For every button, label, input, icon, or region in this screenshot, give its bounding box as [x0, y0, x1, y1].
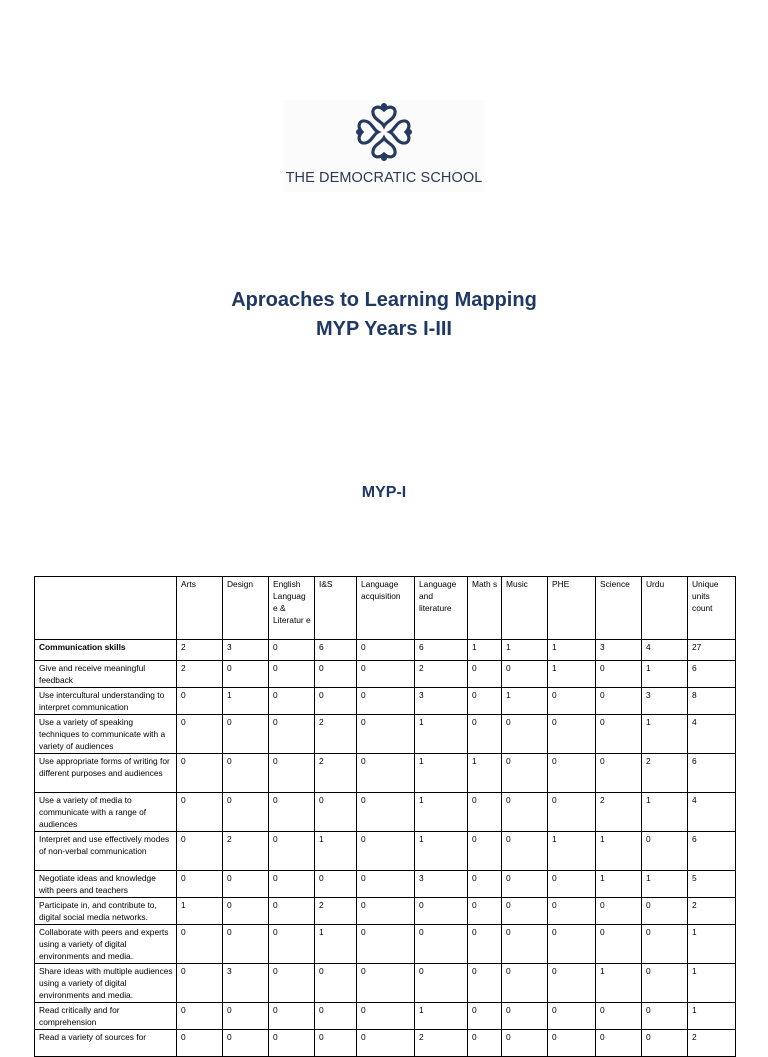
table-row-category [35, 640, 736, 661]
table-cell: 8 [688, 688, 736, 715]
skill-label: Communication skills [35, 640, 177, 661]
skill-label: Share ideas with multiple audiences using a variety of digital environments and media. [35, 964, 177, 1003]
table-cell: 0 [502, 832, 548, 871]
skill-label: Read a variety of sources for [35, 1030, 177, 1057]
table-cell: 0 [468, 1003, 502, 1030]
header-cell: I&S [315, 577, 357, 640]
table-cell: 1 [415, 715, 468, 754]
table-cell: 0 [315, 964, 357, 1003]
table-cell: 0 [269, 832, 315, 871]
table-cell: 1 [688, 925, 736, 964]
section-heading: MYP-I [361, 484, 407, 501]
table-cell: 0 [548, 1003, 596, 1030]
table-cell: 0 [357, 1030, 415, 1057]
table-cell: 0 [502, 661, 548, 688]
table-cell: 0 [596, 661, 642, 688]
table-cell: 0 [468, 898, 502, 925]
table-cell: 0 [177, 688, 223, 715]
table-cell: 3 [596, 640, 642, 661]
table-cell: 0 [357, 898, 415, 925]
table-cell: 0 [548, 793, 596, 832]
header-cell-skill [35, 577, 177, 640]
table-cell: 0 [502, 1003, 548, 1030]
table-cell: 0 [269, 871, 315, 898]
table-cell: 1 [415, 1003, 468, 1030]
table-cell: 0 [269, 964, 315, 1003]
table-cell: 0 [596, 688, 642, 715]
table-cell: 0 [177, 964, 223, 1003]
table-cell: 3 [223, 964, 269, 1003]
table-cell: 1 [548, 640, 596, 661]
table-cell: 0 [415, 925, 468, 964]
table-cell: 1 [596, 832, 642, 871]
table-cell: 6 [315, 640, 357, 661]
table-cell: 0 [269, 715, 315, 754]
table-cell: 0 [357, 754, 415, 793]
table-cell: 0 [357, 832, 415, 871]
header-cell: PHE [548, 577, 596, 640]
table-cell: 0 [223, 871, 269, 898]
table-cell: 0 [415, 964, 468, 1003]
table-cell: 3 [415, 688, 468, 715]
table-cell: 1 [642, 661, 688, 688]
table-cell: 2 [415, 1030, 468, 1057]
table-cell: 1 [596, 871, 642, 898]
table-cell: 0 [269, 640, 315, 661]
table-cell: 0 [269, 661, 315, 688]
table-cell: 1 [315, 832, 357, 871]
table-cell: 0 [548, 754, 596, 793]
table-cell: 0 [177, 832, 223, 871]
header-cell: Arts [177, 577, 223, 640]
table-cell: 0 [269, 1003, 315, 1030]
table-cell: 1 [177, 898, 223, 925]
table-cell: 0 [548, 1030, 596, 1057]
table-cell: 2 [315, 754, 357, 793]
table-cell: 0 [223, 898, 269, 925]
table-row [35, 832, 736, 871]
table-cell: 1 [415, 754, 468, 793]
table-cell: 0 [223, 793, 269, 832]
table-cell: 1 [315, 925, 357, 964]
skill-label: Read critically and for comprehension [35, 1003, 177, 1030]
header-cell: English Languag e & Literatur e [269, 577, 315, 640]
table-cell: 1 [502, 640, 548, 661]
table-cell: 3 [223, 640, 269, 661]
table-cell: 0 [468, 688, 502, 715]
table-cell: 0 [315, 688, 357, 715]
table-cell: 0 [468, 1030, 502, 1057]
table-cell: 6 [688, 754, 736, 793]
table-row [35, 1030, 736, 1057]
table-header-row [35, 577, 736, 640]
table-cell: 0 [269, 925, 315, 964]
table-cell: 0 [177, 793, 223, 832]
table-cell: 0 [315, 661, 357, 688]
table-cell: 0 [596, 754, 642, 793]
table-cell: 2 [688, 898, 736, 925]
table-cell: 0 [642, 925, 688, 964]
table-cell: 2 [315, 898, 357, 925]
table-cell: 5 [688, 871, 736, 898]
table-cell: 0 [315, 871, 357, 898]
table-cell: 0 [548, 688, 596, 715]
document-subtitle: MYP Years I-III [315, 318, 452, 340]
table-cell: 0 [177, 754, 223, 793]
table-cell: 4 [642, 640, 688, 661]
table-cell: 0 [596, 898, 642, 925]
table-cell: 0 [596, 715, 642, 754]
header-cell: Design [223, 577, 269, 640]
table-cell: 0 [468, 871, 502, 898]
header-cell: Language acquisition [357, 577, 415, 640]
table-cell: 4 [688, 793, 736, 832]
table-cell: 0 [548, 715, 596, 754]
table-cell: 0 [357, 640, 415, 661]
table-cell: 2 [177, 640, 223, 661]
table-cell: 0 [177, 871, 223, 898]
table-cell: 0 [642, 832, 688, 871]
table-cell: 6 [688, 661, 736, 688]
table-cell: 0 [596, 925, 642, 964]
skill-label: Give and receive meaningful feedback [35, 661, 177, 688]
table-cell: 1 [468, 754, 502, 793]
table-cell: 0 [269, 754, 315, 793]
table-cell: 0 [357, 925, 415, 964]
table-cell: 2 [688, 1030, 736, 1057]
table-cell: 6 [415, 640, 468, 661]
table-cell: 0 [357, 793, 415, 832]
table-cell: 1 [223, 688, 269, 715]
table-cell: 0 [548, 964, 596, 1003]
table-cell: 1 [468, 640, 502, 661]
header-cell: Math s [468, 577, 502, 640]
table-cell: 1 [596, 964, 642, 1003]
school-logo [284, 100, 484, 192]
table-row [35, 661, 736, 688]
table-cell: 0 [315, 1003, 357, 1030]
table-row [35, 1003, 736, 1030]
table-cell: 3 [642, 688, 688, 715]
table-cell: 0 [502, 871, 548, 898]
table-cell: 2 [642, 754, 688, 793]
table-cell: 1 [548, 661, 596, 688]
table-cell: 0 [357, 1003, 415, 1030]
table-cell: 0 [223, 1003, 269, 1030]
table-cell: 1 [415, 832, 468, 871]
skill-label: Participate in, and contribute to, digital social media networks. [35, 898, 177, 925]
table-row [35, 715, 736, 754]
table-cell: 0 [269, 688, 315, 715]
table-cell: 0 [357, 715, 415, 754]
table-cell: 0 [357, 871, 415, 898]
table-cell: 0 [596, 1030, 642, 1057]
table-cell: 0 [223, 661, 269, 688]
school-name: THE DEMOCRATIC SCHOOL [285, 170, 483, 186]
table-cell: 0 [502, 898, 548, 925]
table-cell: 0 [223, 925, 269, 964]
table-cell: 3 [415, 871, 468, 898]
table-cell: 0 [223, 715, 269, 754]
table-cell: 0 [415, 898, 468, 925]
atl-mapping-table [34, 576, 736, 1057]
table-cell: 1 [502, 688, 548, 715]
table-cell: 1 [688, 1003, 736, 1030]
table-cell: 0 [269, 793, 315, 832]
table-cell: 0 [642, 1003, 688, 1030]
table-cell: 4 [688, 715, 736, 754]
table-cell: 0 [548, 871, 596, 898]
skill-label: Use appropriate forms of writing for different purposes and audiences [35, 754, 177, 793]
table-cell: 0 [177, 925, 223, 964]
table-cell: 2 [315, 715, 357, 754]
skill-label: Negotiate ideas and knowledge with peers and teachers [35, 871, 177, 898]
table-cell: 0 [269, 1030, 315, 1057]
header-cell: Music [502, 577, 548, 640]
table-row [35, 793, 736, 832]
table-cell: 1 [642, 871, 688, 898]
header-cell: Language and literature [415, 577, 468, 640]
table-cell: 0 [177, 1030, 223, 1057]
skill-label: Collaborate with peers and experts using a variety of digital environments and media. [35, 925, 177, 964]
table-cell: 1 [688, 964, 736, 1003]
table-cell: 0 [223, 754, 269, 793]
table-cell: 1 [415, 793, 468, 832]
table-cell: 0 [468, 925, 502, 964]
table-cell: 0 [315, 1030, 357, 1057]
table-cell: 0 [502, 1030, 548, 1057]
table-cell: 0 [642, 898, 688, 925]
table-cell: 0 [177, 1003, 223, 1030]
table-row [35, 871, 736, 898]
table-cell: 0 [596, 1003, 642, 1030]
table-cell: 0 [468, 964, 502, 1003]
table-cell: 1 [548, 832, 596, 871]
table-cell: 0 [357, 964, 415, 1003]
table-cell: 0 [642, 964, 688, 1003]
table-row [35, 964, 736, 1003]
table-cell: 2 [415, 661, 468, 688]
table-row [35, 898, 736, 925]
table-cell: 2 [223, 832, 269, 871]
table-cell: 2 [596, 793, 642, 832]
table-cell: 0 [269, 898, 315, 925]
document-title: Aproaches to Learning Mapping [231, 289, 537, 311]
header-cell: Science [596, 577, 642, 640]
table-cell: 27 [688, 640, 736, 661]
table-cell: 0 [502, 925, 548, 964]
table-cell: 2 [177, 661, 223, 688]
table-cell: 0 [468, 793, 502, 832]
table-cell: 0 [223, 1030, 269, 1057]
table-cell: 0 [548, 898, 596, 925]
table-cell: 0 [548, 925, 596, 964]
table-cell: 0 [502, 715, 548, 754]
table-row [35, 925, 736, 964]
school-emblem-icon [356, 102, 412, 162]
table-cell: 0 [502, 754, 548, 793]
table-cell: 0 [502, 964, 548, 1003]
table-cell: 0 [468, 715, 502, 754]
skill-label: Use intercultural understanding to interpret communication [35, 688, 177, 715]
table-cell: 0 [357, 688, 415, 715]
table-cell: 0 [468, 661, 502, 688]
table-cell: 0 [177, 715, 223, 754]
table-row [35, 688, 736, 715]
skill-label: Use a variety of media to communicate with a range of audiences [35, 793, 177, 832]
table-row [35, 754, 736, 793]
table-cell: 0 [468, 832, 502, 871]
table-cell: 0 [502, 793, 548, 832]
skill-label: Interpret and use effectively modes of non-verbal communication [35, 832, 177, 871]
skill-label: Use a variety of speaking techniques to communicate with a variety of audiences [35, 715, 177, 754]
table-cell: 1 [642, 793, 688, 832]
table-cell: 0 [642, 1030, 688, 1057]
table-cell: 1 [642, 715, 688, 754]
header-cell: Urdu [642, 577, 688, 640]
table-cell: 0 [357, 661, 415, 688]
header-cell: Unique units count [688, 577, 736, 640]
table-cell: 6 [688, 832, 736, 871]
table-cell: 0 [315, 793, 357, 832]
